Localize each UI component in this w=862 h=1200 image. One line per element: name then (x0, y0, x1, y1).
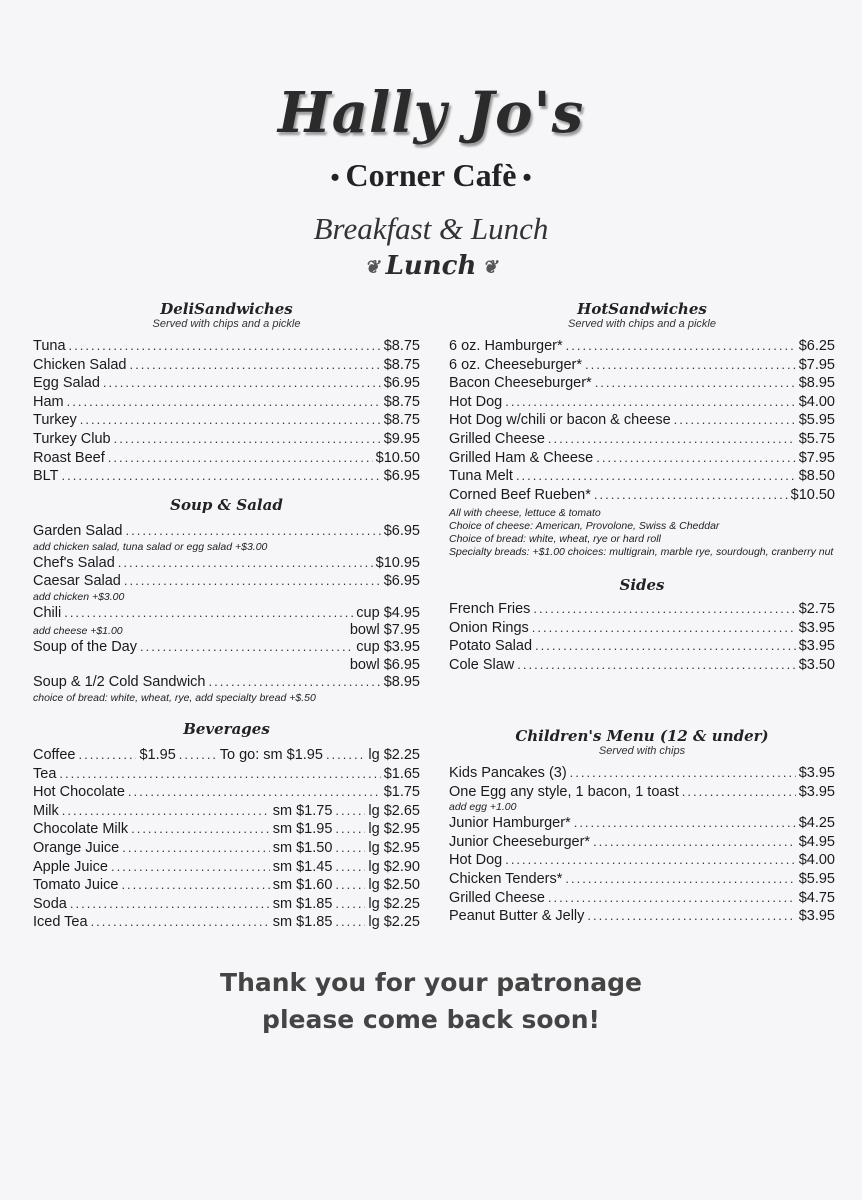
thank-you-line-1: Thank you for your patronage (220, 968, 642, 997)
item-name: Turkey Club (33, 430, 111, 447)
section-title: Children's Menu (12 & under) (515, 727, 769, 745)
large-price: lg $2.95 (368, 839, 420, 856)
cafe-name (0, 157, 862, 194)
menu-item (33, 783, 420, 802)
small-price: sm $1.75 (272, 802, 333, 819)
menu-item (33, 411, 420, 430)
item-price: $6.25 (798, 338, 835, 354)
leader-dots (335, 820, 365, 838)
menu-item (449, 337, 835, 356)
small-price: sm $1.50 (272, 839, 333, 856)
menu-item: Garden Salad ..... $6.95 (33, 522, 420, 541)
item-note: add egg +1.00 (449, 801, 517, 814)
item-price: $5.75 (798, 430, 835, 447)
leader-dots (574, 814, 796, 832)
item-price: $2.75 (798, 601, 835, 617)
leader-dots (70, 895, 270, 913)
leader-dots (111, 858, 270, 876)
item-note-row (33, 622, 420, 638)
menu-item (33, 393, 420, 412)
menu-item-sized (33, 820, 420, 839)
small-price: sm $1.85 (272, 895, 333, 912)
item-price: $3.95 (798, 619, 835, 636)
item-name: Milk (33, 802, 59, 819)
leader-dots (595, 374, 796, 392)
item-name: Orange Juice (33, 839, 120, 856)
item-name: Cole Slaw (449, 656, 515, 673)
beverages-section (33, 720, 420, 932)
leader-dots (335, 895, 365, 913)
large-price: lg $2.25 (368, 914, 420, 931)
menu-item (449, 449, 835, 468)
item-name: Corned Beef Rueben* (449, 486, 591, 503)
section-title: HotSandwiches (577, 300, 707, 318)
menu-item (33, 467, 420, 486)
leader-dots (114, 430, 381, 448)
item-name: Iced Tea (33, 914, 88, 931)
menu-item (449, 637, 835, 656)
item-note: add chicken salad, tuna salad or egg salad +$3.00 (33, 540, 268, 553)
menu-item (449, 411, 835, 430)
leader-dots (335, 913, 365, 931)
leader-dots (565, 870, 795, 888)
sides-section (449, 576, 835, 674)
item-price: $8.75 (383, 356, 420, 373)
item-name: Tomato Juice (33, 877, 119, 894)
item-price: $8.75 (383, 338, 420, 354)
item-price: $3.50 (798, 656, 835, 673)
menu-item-sized (33, 895, 420, 914)
small-price: sm $1.60 (272, 877, 333, 894)
section-title: Sides (619, 576, 665, 594)
hot-list (449, 337, 835, 504)
hot-notes (449, 507, 835, 559)
menu-item (449, 393, 835, 412)
hot-sandwiches-section (449, 300, 835, 559)
cafe-logo: Hally Jo's (277, 80, 585, 146)
menu-item (33, 374, 420, 393)
menu-item: Soup of the Day ..... cup $3.95 (33, 638, 420, 657)
item-name: Chocolate Milk (33, 821, 129, 838)
item-name: Apple Juice (33, 858, 108, 875)
leader-dots (69, 337, 381, 355)
childrens-menu-section (449, 727, 835, 926)
item-price: $3.95 (798, 908, 835, 925)
item-name: Grilled Cheese (449, 889, 545, 906)
menu-item (33, 765, 420, 784)
item-name: Hot Chocolate (33, 784, 125, 801)
menu-item (33, 356, 420, 375)
menu-item (449, 833, 835, 852)
menu-item-sized (33, 858, 420, 877)
menu-item-sized (33, 802, 420, 821)
item-note: Specialty breads: +$1.00 choices: multigrain, marble rye, sourdough, cranberry nut (449, 546, 834, 559)
menu-item (449, 486, 835, 505)
leader-dots (335, 802, 365, 820)
menu-item (449, 467, 835, 486)
leader-dots (91, 913, 270, 931)
item-name: Peanut Butter & Jelly (449, 908, 585, 925)
large-price: lg $2.50 (368, 877, 420, 894)
item-name: Potato Salad (449, 638, 533, 655)
item-name: BLT (33, 468, 59, 485)
item-name: Tuna (33, 338, 66, 354)
item-note: add chicken +$3.00 (33, 590, 125, 603)
item-name: Hot Dog w/chili or bacon & cheese (449, 412, 671, 429)
leader-dots (131, 820, 270, 838)
menu-item (449, 889, 835, 908)
beverage-sized-list (33, 802, 420, 932)
leader-dots (535, 637, 796, 655)
leader-dots (335, 839, 365, 857)
ornament-right-icon: ❦ (482, 256, 498, 278)
leader-dots (128, 783, 381, 801)
leader-dots (566, 337, 796, 355)
leader-dots (103, 374, 381, 392)
item-price: $3.95 (798, 638, 835, 655)
menu-item (449, 600, 835, 619)
item-price: $4.95 (798, 833, 835, 850)
item-price: $8.75 (383, 412, 420, 429)
item-price: $4.00 (798, 393, 835, 410)
item-price: $4.75 (798, 889, 835, 906)
item-price: $5.95 (798, 412, 835, 429)
menu-item: Chef's Salad ..... $10.95 (33, 554, 420, 573)
leader-dots (505, 851, 796, 869)
bowl-price: bowl $6.95 (349, 656, 420, 673)
leader-dots (80, 411, 381, 429)
menu-item (33, 337, 420, 356)
menu-item (449, 619, 835, 638)
item-name: Bacon Cheeseburger* (449, 375, 592, 392)
meal-heading (0, 251, 862, 281)
small-price: sm $1.45 (272, 858, 333, 875)
section-subtitle: Served with chips and a pickle (152, 318, 301, 330)
item-name: French Fries (449, 601, 531, 617)
leader-dots (548, 889, 796, 907)
item-note-row (33, 657, 420, 673)
deli-sandwiches-section (33, 300, 420, 486)
tagline: Breakfast & Lunch (313, 211, 549, 246)
leader-dots (532, 619, 796, 637)
item-name: Grilled Cheese (449, 430, 545, 447)
large-price: lg $2.90 (368, 858, 420, 875)
large-price: lg $2.65 (368, 802, 420, 819)
item-price: $1.65 (383, 765, 420, 782)
section-title: DeliSandwiches (160, 300, 293, 318)
leader-dots (59, 765, 380, 783)
item-price: $7.95 (798, 356, 835, 373)
item-price: $8.75 (383, 393, 420, 410)
menu-item-coffee: Coffee ..... $1.95 ..... To go: sm $1.95 ..... lg $2.25 (33, 746, 420, 765)
leader-dots (594, 486, 788, 504)
bullet-icon: • (330, 163, 340, 192)
meal-heading-text: Lunch (385, 251, 477, 281)
sides-list (449, 600, 835, 674)
small-price: sm $1.95 (272, 821, 333, 838)
soup-salad-section (33, 496, 420, 705)
menu-item (449, 907, 835, 926)
item-note: choice of bread: white, wheat, rye, add specialty bread +$.50 (33, 691, 316, 704)
item-price: $10.50 (375, 449, 420, 466)
menu-item (449, 374, 835, 393)
menu-item (449, 356, 835, 375)
item-price: $8.95 (798, 375, 835, 392)
item-price: $7.95 (798, 449, 835, 466)
menu-item (33, 449, 420, 468)
leader-dots (122, 839, 269, 857)
item-name: Junior Cheeseburger* (449, 833, 591, 850)
section-subtitle: Served with chips and a pickle (568, 318, 716, 330)
item-price: $1.75 (383, 784, 420, 801)
menu-item: Chili ..... cup $4.95 (33, 604, 420, 623)
ornament-left-icon: ❦ (364, 256, 380, 278)
leader-dots (548, 430, 796, 448)
section-title: Beverages (183, 720, 270, 738)
item-note: All with cheese, lettuce & tomato (449, 507, 601, 520)
leader-dots (335, 858, 365, 876)
item-name: Ham (33, 393, 64, 410)
leader-dots (516, 467, 796, 485)
menu-item: Soup & 1/2 Cold Sandwich ..... $8.95 (33, 673, 420, 692)
item-name: Egg Salad (33, 375, 100, 392)
large-price: lg $2.95 (368, 821, 420, 838)
item-note: Choice of bread: white, wheat, rye or hard roll (449, 533, 661, 546)
item-name: 6 oz. Hamburger* (449, 338, 563, 354)
leader-dots (517, 656, 795, 674)
leader-dots (596, 449, 795, 467)
item-name: Onion Rings (449, 619, 529, 636)
menu-item (449, 430, 835, 449)
item-name: Junior Hamburger* (449, 815, 571, 832)
menu-item: Kids Pancakes (3) ..... $3.95 (449, 764, 835, 783)
item-name: Tuna Melt (449, 468, 513, 485)
bullet-icon: • (522, 163, 532, 192)
item-price: $5.95 (798, 870, 835, 887)
bowl-price: bowl $7.95 (349, 622, 420, 639)
item-price: $4.00 (798, 852, 835, 869)
item-name: 6 oz. Cheeseburger* (449, 356, 582, 373)
leader-dots (67, 393, 381, 411)
leader-dots (121, 876, 269, 894)
menu-item-sized (33, 876, 420, 895)
menu-item (33, 430, 420, 449)
item-price: $9.95 (383, 430, 420, 447)
menu-item (449, 851, 835, 870)
leader-dots (130, 356, 381, 374)
leader-dots (533, 600, 795, 618)
item-name: Turkey (33, 412, 77, 429)
leader-dots (587, 907, 795, 925)
item-name: Hot Dog (449, 393, 503, 410)
leader-dots (585, 356, 796, 374)
item-name: Hot Dog (449, 852, 503, 869)
leader-dots (62, 467, 381, 485)
item-name: Chicken Salad (33, 356, 127, 373)
cafe-name-text: Corner Cafè (345, 157, 517, 193)
thank-you-line-2: please come back soon! (262, 1005, 600, 1034)
menu-item (449, 814, 835, 833)
leader-dots (335, 876, 365, 894)
beverage-list (33, 765, 420, 802)
leader-dots (674, 411, 796, 429)
item-note: Choice of cheese: American, Provolone, Swiss & Cheddar (449, 520, 720, 533)
item-name: Tea (33, 765, 57, 782)
menu-item-sized (33, 839, 420, 858)
menu-item-sized (33, 913, 420, 932)
section-subtitle: Served with chips (598, 745, 686, 757)
item-name: Roast Beef (33, 449, 105, 466)
thank-you-message (0, 964, 862, 1038)
item-note: add cheese +$1.00 (33, 625, 123, 638)
deli-list (33, 337, 420, 486)
leader-dots (593, 833, 796, 851)
item-name: Chicken Tenders* (449, 870, 563, 887)
item-price: $8.50 (798, 468, 835, 485)
small-price: sm $1.85 (272, 914, 333, 931)
item-name: Grilled Ham & Cheese (449, 449, 594, 466)
menu-item (449, 870, 835, 889)
item-name: Soda (33, 895, 67, 912)
menu-item: Caesar Salad ..... $6.95 (33, 572, 420, 591)
item-price: $6.95 (383, 468, 420, 485)
menu-item (449, 656, 835, 675)
large-price: lg $2.25 (368, 895, 420, 912)
menu-item: One Egg any style, 1 bacon, 1 toast ..... $3.95 (449, 783, 835, 802)
item-price: $4.25 (798, 815, 835, 832)
leader-dots (108, 449, 373, 467)
leader-dots (62, 802, 270, 820)
kids-list (449, 814, 835, 926)
item-price: $10.50 (790, 486, 835, 503)
item-price: $6.95 (383, 375, 420, 392)
leader-dots (505, 393, 796, 411)
section-title: Soup & Salad (170, 496, 283, 514)
